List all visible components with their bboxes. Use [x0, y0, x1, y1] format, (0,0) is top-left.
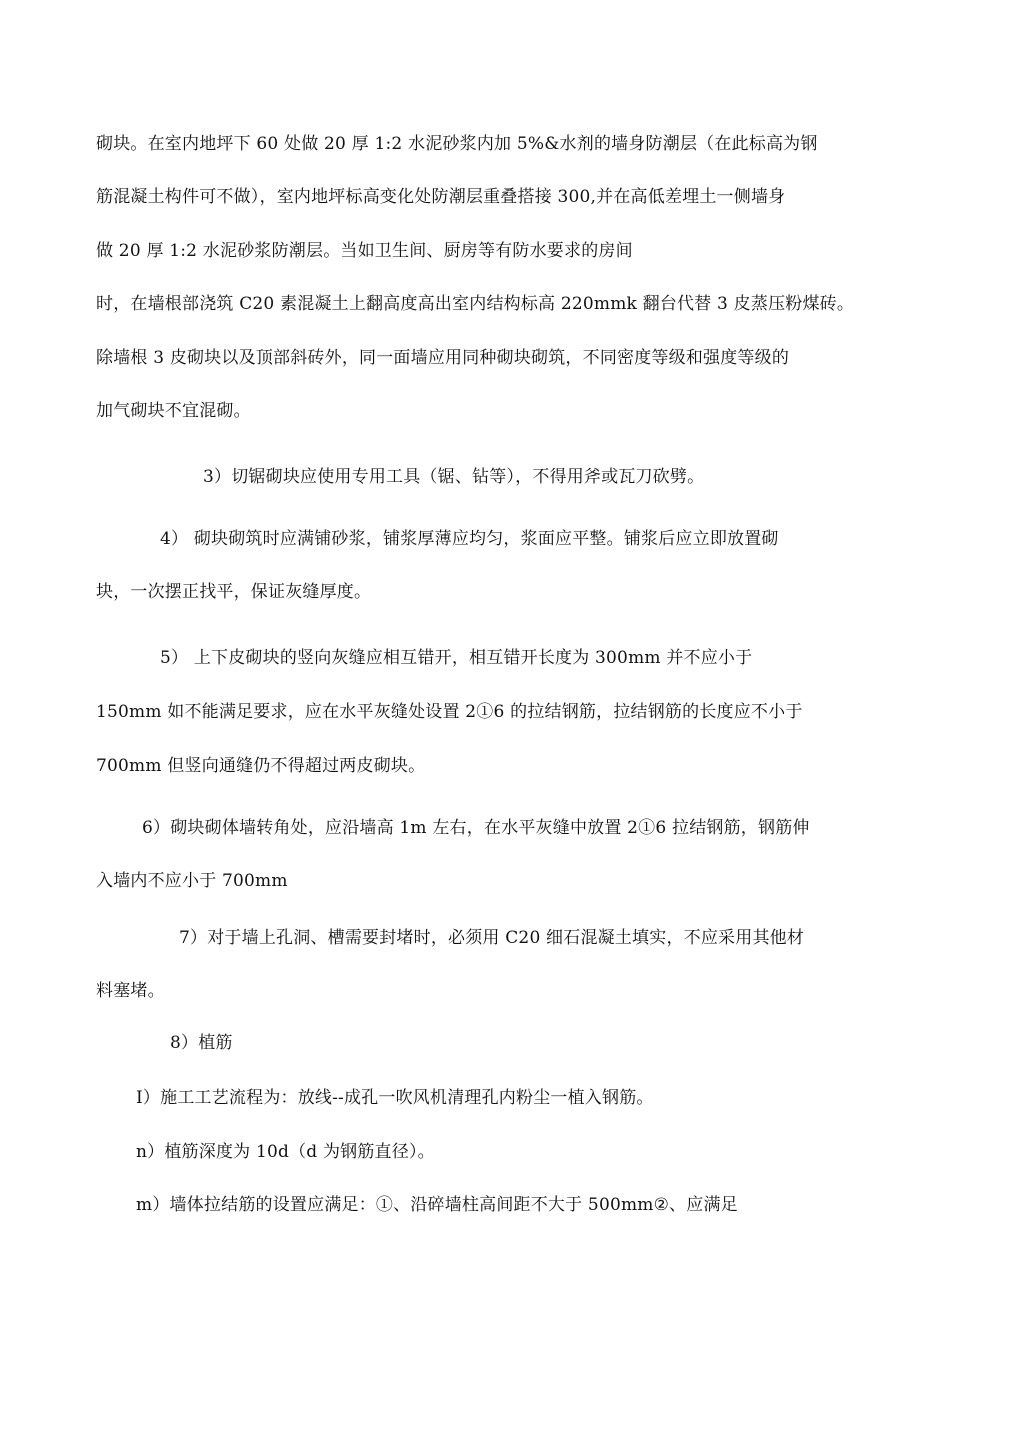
sub-item-ii: n）植筋深度为 10d（d 为钢筋直径）。 — [136, 1142, 435, 1162]
list-item-7-line-2: 料塞堵。 — [96, 981, 165, 1001]
paragraph-line-2: 筋混凝土构件可不做），室内地坪标高变化处防潮层重叠搭接 300,并在高低差埋土一侧墙身 — [96, 187, 786, 207]
paragraph-line-4: 时，在墙根部浇筑 C20 素混凝土上翻高度高出室内结构标高 220mmk 翻台代替 3 皮蒸压粉煤砖。 — [96, 294, 855, 314]
list-item-6-line-1: 6）砌块砌体墙转角处，应沿墙高 1m 左右，在水平灰缝中放置 2①6 拉结钢筋，钢筋伸 — [142, 818, 810, 838]
list-item-5-line-3: 700mm 但竖向通缝仍不得超过两皮砌块。 — [96, 756, 426, 776]
paragraph-line-3: 做 20 厚 1:2 水泥砂浆防潮层。当如卫生间、厨房等有防水要求的房间 — [96, 241, 633, 261]
list-item-6-line-2: 入墙内不应小于 700mm — [96, 871, 288, 891]
paragraph-line-6: 加气砌块不宜混砌。 — [96, 401, 251, 421]
list-item-8-heading: 8）植筋 — [170, 1033, 233, 1053]
list-item-5-line-2: 150mm 如不能满足要求，应在水平灰缝处设置 2①6 的拉结钢筋，拉结钢筋的长度应不小于 — [96, 702, 803, 722]
sub-item-i: I）施工工艺流程为：放线--成孔一吹风机清理孔内粉尘一植入钢筋。 — [136, 1088, 654, 1108]
sub-item-iii: m）墙体拉结筋的设置应满足：①、沿碎墙柱高间距不大于 500mm②、应满足 — [136, 1195, 738, 1215]
list-item-4-line-2: 块，一次摆正找平，保证灰缝厚度。 — [96, 582, 372, 602]
list-item-7-line-1: 7）对于墙上孔洞、槽需要封堵时，必须用 C20 细石混凝土填实，不应采用其他材 — [179, 928, 805, 948]
list-item-3: 3）切锯砌块应使用专用工具（锯、钻等），不得用斧或瓦刀砍劈。 — [203, 467, 705, 487]
list-item-4-line-1: 4） 砌块砌筑时应满铺砂浆，铺浆厚薄应均匀，浆面应平整。铺浆后应立即放置砌 — [160, 529, 779, 549]
paragraph-line-1: 砌块。在室内地坪下 60 处做 20 厚 1:2 水泥砂浆内加 5%&水剂的墙身防潮层（在此标高为钢 — [96, 134, 818, 154]
paragraph-line-5: 除墙根 3 皮砌块以及顶部斜砖外，同一面墙应用同种砌块砌筑，不同密度等级和强度等级的 — [96, 348, 790, 368]
list-item-5-line-1: 5） 上下皮砌块的竖向灰缝应相互错开，相互错开长度为 300mm 并不应小于 — [160, 648, 753, 668]
